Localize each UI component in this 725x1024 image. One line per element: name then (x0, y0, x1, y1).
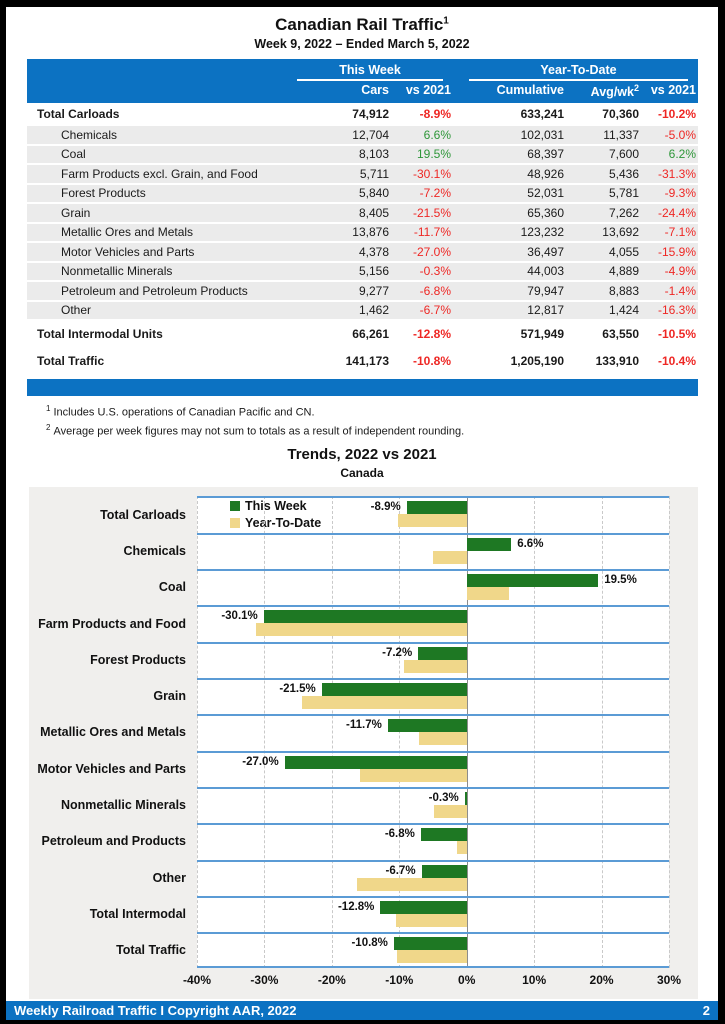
chart-x-axis (182, 968, 682, 994)
this-week-group-label: This Week (297, 63, 443, 81)
this-week-vs-2021-value: -0.3% (419, 264, 451, 279)
chart-plot-wrapper (182, 496, 682, 999)
legend-label: This Week (245, 499, 307, 514)
year-to-date-group-label: Year-To-Date (469, 63, 688, 81)
row-label: Grain (61, 205, 91, 220)
chart-category-label: Total Intermodal (89, 906, 186, 921)
this-week-vs-2021-value: -30.1% (412, 166, 451, 181)
row-label: Motor Vehicles and Parts (61, 244, 195, 259)
ytd-vs-2021-value: -31.3% (657, 166, 696, 181)
this-week-bar (264, 610, 467, 623)
ytd-vs-2021-value: -1.4% (664, 283, 696, 298)
legend-swatch-icon (230, 501, 240, 511)
cars-column-header: Cars (361, 83, 389, 97)
this-week-bar (467, 574, 598, 587)
x-axis-tick-label: 10% (522, 973, 547, 988)
table-row (27, 322, 698, 346)
year-to-date-group-header (463, 63, 698, 81)
group-header-spacer (27, 63, 291, 81)
ytd-vs-2021-value: -15.9% (657, 244, 696, 259)
this-week-vs-2021-value: -21.5% (412, 205, 451, 220)
chart-category-label: Motor Vehicles and Parts (37, 761, 186, 776)
this-week-bar (380, 901, 466, 914)
table-row (27, 185, 698, 203)
this-week-vs-2021-value: -27.0% (412, 244, 451, 259)
legend-swatch-icon (230, 518, 240, 528)
cumulative-value: 12,817 (527, 303, 564, 318)
year-to-date-bar (398, 514, 467, 527)
table-body (27, 103, 698, 373)
this-week-bar (388, 719, 467, 732)
table-row (27, 126, 698, 144)
row-separator-line (197, 605, 669, 607)
this-week-bar (421, 828, 467, 841)
year-to-date-bar (360, 769, 467, 782)
cumulative-value: 79,947 (527, 283, 564, 298)
chart-plot-area (197, 496, 669, 968)
cars-value: 4,378 (358, 244, 389, 259)
cars-value: 12,704 (352, 127, 389, 142)
table-row (27, 263, 698, 281)
cumulative-value: 633,241 (520, 106, 564, 121)
cars-value: 8,103 (358, 147, 389, 162)
row-label: Metallic Ores and Metals (61, 225, 194, 240)
ytd-vs-2021-value: -16.3% (657, 303, 696, 318)
table-header (27, 59, 698, 103)
avg-per-week-value: 7,600 (608, 147, 639, 162)
cumulative-value: 102,031 (520, 127, 564, 142)
cars-value: 141,173 (345, 354, 389, 369)
row-label: Forest Products (61, 186, 146, 201)
chart-category-label: Forest Products (90, 652, 186, 667)
column-header-row (27, 83, 698, 103)
bar-value-label: -27.0% (242, 755, 279, 768)
year-to-date-bar (404, 660, 467, 673)
x-axis-tick-label: -30% (250, 973, 279, 988)
avg-per-week-value: 11,337 (603, 127, 639, 142)
cumulative-value: 36,497 (527, 244, 564, 259)
avg-per-week-label: Avg/wk (590, 85, 634, 100)
group-header-row (27, 63, 698, 81)
row-label: Total Traffic (37, 354, 105, 369)
row-separator-line (197, 860, 669, 862)
row-separator-line (197, 678, 669, 680)
avg-per-week-value: 63,550 (602, 327, 639, 342)
avg-per-week-value: 133,910 (595, 354, 639, 369)
footnote: $^1$ Includes U.S. operations of Canadian Pacific and CN. (46, 404, 315, 419)
this-week-bar (322, 683, 467, 696)
x-axis-tick-label: -10% (385, 973, 414, 988)
year-to-date-bar (433, 551, 467, 564)
this-week-bar (418, 647, 467, 660)
row-separator-line (197, 496, 669, 498)
this-week-bar (465, 792, 467, 805)
row-label: Chemicals (61, 127, 118, 142)
cars-value: 66,261 (352, 327, 389, 342)
legend-item (230, 516, 321, 530)
chart-category-label: Total Carloads (100, 507, 186, 522)
table-row (27, 224, 698, 242)
chart-category-label: Other (152, 870, 186, 885)
year-to-date-bar (419, 732, 467, 745)
this-week-bar (394, 937, 467, 950)
row-separator-line (197, 569, 669, 571)
year-to-date-bar (457, 841, 466, 854)
this-week-vs-2021-value: -6.8% (419, 283, 451, 298)
chart-subtitle: Canada (340, 466, 384, 481)
ytd-vs-2021-value: -9.3% (664, 186, 696, 201)
ytd-vs-2021-value: -10.4% (657, 354, 696, 369)
cars-value: 9,277 (358, 283, 389, 298)
bar-value-label: 19.5% (604, 574, 637, 587)
chart-category-label: Coal (158, 580, 186, 595)
chart-title: Trends, 2022 vs 2021 (287, 446, 437, 464)
this-week-vs-2021-column-header: vs 2021 (405, 83, 451, 97)
page-title-text: Canadian Rail Traffic (275, 15, 444, 34)
chart-category-label: Metallic Ores and Metals (40, 725, 186, 740)
bar-value-label: -6.8% (384, 828, 415, 841)
year-to-date-bar (357, 878, 467, 891)
cars-value: 5,156 (358, 264, 389, 279)
footer-bar (6, 1001, 718, 1020)
footnote-marker: 1 (46, 404, 51, 414)
avg-footnote-marker: 2 (633, 83, 639, 93)
bar-value-label: -21.5% (279, 683, 316, 695)
this-week-vs-2021-value: -11.7% (413, 225, 451, 240)
chart-category-label: Farm Products and Food (38, 616, 186, 631)
bar-value-label: -12.8% (337, 900, 375, 913)
cars-value: 74,912 (352, 106, 389, 121)
table-row (27, 204, 698, 222)
ytd-vs-2021-value: -7.1% (664, 225, 696, 240)
year-to-date-bar (256, 623, 467, 636)
cumulative-value: 1,205,190 (510, 354, 564, 369)
gridline (669, 496, 670, 968)
bar-value-label: -11.7% (346, 719, 382, 732)
x-axis-tick-label: 20% (589, 973, 614, 988)
this-week-bar (422, 865, 467, 878)
ytd-vs-2021-column-header: vs 2021 (650, 83, 696, 97)
row-label: Total Intermodal Units (37, 327, 163, 342)
table-row (27, 243, 698, 261)
report-page (6, 7, 718, 1020)
chart-category-label: Chemicals (123, 543, 186, 558)
trends-chart (29, 487, 698, 999)
row-label: Total Carloads (37, 106, 120, 121)
table-row (27, 349, 698, 373)
this-week-vs-2021-value: -12.8% (412, 327, 451, 342)
page-subtitle: Week 9, 2022 – Ended March 5, 2022 (254, 37, 470, 51)
this-week-bar (407, 501, 467, 514)
avg-per-week-value: 5,436 (608, 166, 639, 181)
ytd-vs-2021-value: -5.0% (664, 127, 696, 142)
avg-per-week-value: 13,692 (602, 225, 639, 240)
avg-per-week-value: 4,055 (608, 244, 639, 259)
legend-label: Year-To-Date (245, 516, 322, 531)
this-week-bar (467, 538, 512, 551)
row-separator-line (197, 896, 669, 898)
row-separator-line (197, 932, 669, 934)
row-label: Coal (61, 147, 86, 162)
cumulative-value: 571,949 (520, 327, 564, 342)
avg-per-week-value: 70,360 (602, 106, 639, 121)
traffic-table (27, 59, 698, 373)
table-row (27, 146, 698, 164)
row-separator-line (197, 533, 669, 535)
avg-per-week-value: 7,262 (608, 205, 639, 220)
row-label: Other (61, 303, 92, 318)
ytd-vs-2021-value: -10.5% (657, 327, 696, 342)
bar-value-label: -30.1% (221, 610, 258, 623)
avg-per-week-value: 5,781 (608, 186, 639, 201)
row-separator-line (197, 642, 669, 644)
year-to-date-bar (396, 914, 467, 927)
chart-legend (230, 499, 321, 533)
cumulative-value: 123,232 (520, 225, 564, 240)
chart-category-label: Petroleum and Products (41, 834, 186, 849)
table-row (27, 103, 698, 124)
cars-value: 1,462 (358, 303, 389, 318)
footnotes (46, 404, 718, 437)
label-column-header (27, 83, 291, 99)
cumulative-value: 48,926 (527, 166, 564, 181)
table-bottom-bar (27, 379, 698, 396)
table-row (27, 165, 698, 183)
chart-category-label: Nonmetallic Minerals (60, 797, 186, 812)
x-axis-tick-label: -20% (317, 973, 346, 988)
this-week-vs-2021-value: -8.9% (419, 106, 451, 121)
avg-per-week-value: 4,889 (608, 264, 639, 279)
table-row (27, 302, 698, 320)
x-axis-tick-label: -40% (182, 973, 212, 988)
table-row (27, 282, 698, 300)
footnote-marker: 2 (46, 422, 51, 432)
cumulative-value: 44,003 (527, 264, 564, 279)
year-to-date-bar (397, 950, 467, 963)
x-axis-tick-label: 0% (458, 973, 476, 988)
this-week-vs-2021-value: 6.6% (423, 127, 451, 142)
bar-value-label: -0.3% (428, 791, 459, 804)
footer-text: Weekly Railroad Traffic I Copyright AAR, 2022 (14, 1003, 297, 1018)
chart-category-labels (33, 496, 197, 999)
page-title (6, 15, 718, 35)
cars-value: 5,840 (358, 186, 389, 201)
bar-value-label: -6.7% (385, 864, 416, 877)
bar-value-label: -7.2% (382, 646, 413, 659)
row-separator-line (197, 823, 669, 825)
chart-category-label: Grain (153, 689, 186, 704)
ytd-vs-2021-value: 6.2% (668, 147, 696, 162)
avg-per-week-column-header (566, 83, 641, 99)
this-week-vs-2021-value: -6.7% (419, 303, 451, 318)
legend-item (230, 499, 321, 513)
year-to-date-bar (434, 805, 467, 818)
cumulative-column-header: Cumulative (496, 83, 564, 97)
title-footnote-marker: 1 (443, 15, 449, 27)
ytd-vs-2021-value: -4.9% (664, 264, 696, 279)
row-label: Nonmetallic Minerals (61, 264, 173, 279)
footnote: $^2$ Average per week figures may not sum to totals as a result of independent rounding. (46, 422, 465, 438)
row-separator-line (197, 714, 669, 716)
chart-category-label: Total Traffic (116, 943, 186, 958)
bar-value-label: -8.9% (370, 501, 401, 514)
this-week-bar (285, 756, 467, 769)
x-axis-tick-label: 30% (656, 973, 682, 988)
this-week-vs-2021-value: -10.8% (412, 354, 451, 369)
cumulative-value: 65,360 (527, 205, 564, 220)
year-to-date-bar (467, 587, 509, 600)
this-week-vs-2021-value: -7.2% (419, 186, 451, 201)
cumulative-value: 52,031 (527, 186, 564, 201)
row-separator-line (197, 787, 669, 789)
year-to-date-bar (302, 696, 467, 709)
footer-page-number: 2 (702, 1003, 710, 1018)
this-week-vs-2021-value: 19.5% (416, 147, 451, 162)
cars-value: 13,876 (352, 225, 389, 240)
bar-value-label: -10.8% (351, 937, 388, 950)
avg-per-week-value: 8,883 (608, 283, 639, 298)
row-label: Petroleum and Petroleum Products (61, 283, 248, 298)
ytd-vs-2021-value: -24.4% (657, 205, 696, 220)
avg-per-week-value: 1,424 (608, 303, 639, 318)
cars-value: 5,711 (359, 166, 389, 181)
row-label: Farm Products excl. Grain, and Food (61, 166, 258, 181)
cumulative-value: 68,397 (527, 147, 564, 162)
bar-value-label: 6.6% (517, 537, 544, 550)
row-separator-line (197, 751, 669, 753)
ytd-vs-2021-value: -10.2% (657, 106, 696, 121)
cars-value: 8,405 (358, 205, 389, 220)
this-week-group-header (291, 63, 453, 81)
